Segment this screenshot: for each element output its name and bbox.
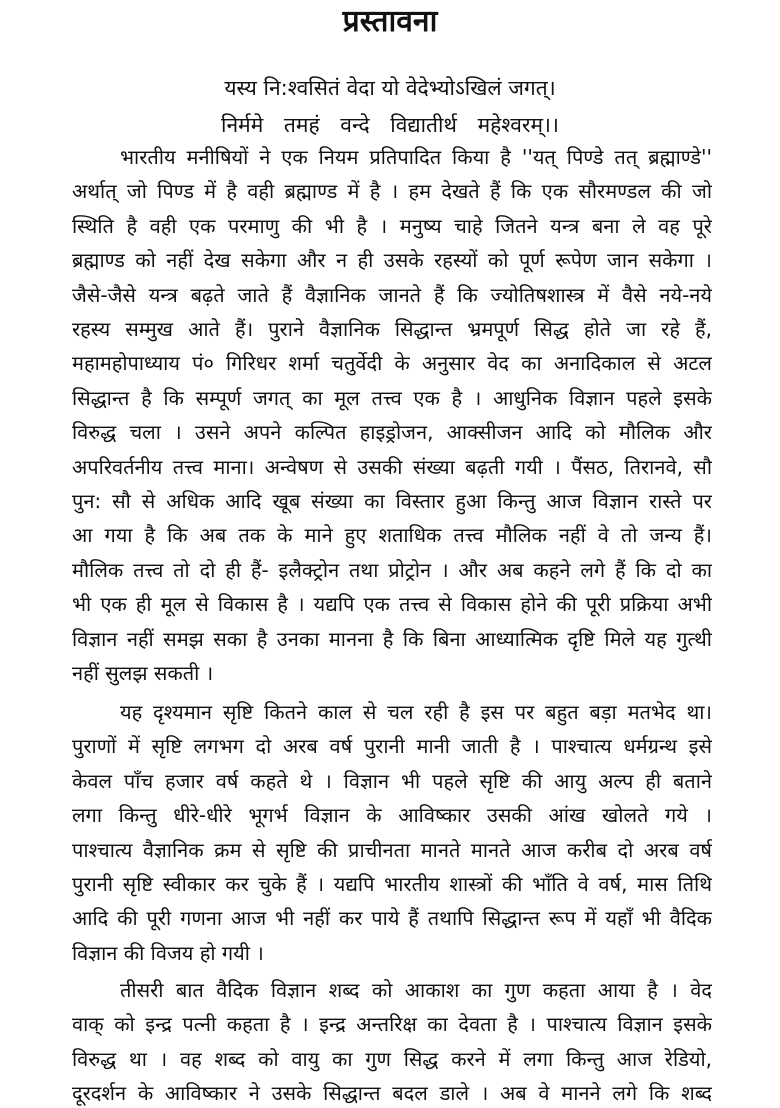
paragraph-3-line: वाक् को इन्द्र पत्नी कहता है । इन्द्र अन्तरिक्ष का देवता है । पाश्चात्य विज्ञान इसके — [72, 1012, 712, 1037]
paragraph-1-line: स्थिति है वही एक परमाणु की भी है । मनुष्य चाहे जितने यन्त्र बना ले वह पूरे — [72, 213, 712, 238]
paragraph-2-line: पाश्चात्य वैज्ञानिक क्रम से सृष्टि की प्राचीनता मानते मानते आज करीब दो अरब वर्ष — [72, 837, 712, 862]
paragraph-1-line: महामहोपाध्याय पं० गिरिधर शर्मा चतुर्वेदी के अनुसार वेद का अनादिकाल से अटल — [72, 351, 712, 376]
page-title: प्रस्तावना — [342, 4, 438, 39]
paragraph-2-line: केवल पाँच हजार वर्ष कहते थे । विज्ञान भी पहले सृष्टि की आयु अल्प ही बताने — [72, 768, 712, 793]
paragraph-1-line: विज्ञान नहीं समझ सका है उनका मानना है कि बिना आध्यात्मिक दृष्टि मिले यह गुत्थी — [72, 626, 712, 651]
paragraph-1-line: पुन: सौ से अधिक आदि खूब संख्या का विस्तार हुआ किन्तु आज विज्ञान रास्ते पर — [72, 489, 712, 513]
paragraph-1-line: भी एक ही मूल से विकास है । यद्यपि एक तत्त्व से विकास होने की पूरी प्रक्रिया अभी — [72, 592, 712, 617]
paragraph-1-line: आ गया है कि अब तक के माने हुए शताधिक तत्त्व मौलिक नहीं वे तो जन्य हैं। — [72, 523, 712, 548]
paragraph-1-line: जैसे-जैसे यन्त्र बढ़ते जाते हैं वैज्ञानिक जानते हैं कि ज्योतिषशास्त्र में वैसे नये-नये — [72, 282, 712, 307]
paragraph-3-line: दूरदर्शन के आविष्कार ने उसके सिद्धान्त बदल डाले । अब वे मानने लगे कि शब्द — [72, 1081, 712, 1106]
verse-line: निर्ममे तमहं वन्दे विद्यातीर्थ महेश्वरम्।। — [221, 113, 559, 137]
paragraph-1-line: ब्रह्माण्ड को नहीं देख सकेगा और न ही उसके रहस्यों को पूर्ण रूपेण जान सकेगा । — [72, 248, 712, 273]
paragraph-3-line: विरुद्ध था । वह शब्द को वायु का गुण सिद्ध करने में लगा किन्तु आज रेडियो, — [72, 1046, 712, 1071]
paragraph-1-line: अर्थात् जो पिण्ड में है वही ब्रह्माण्ड में है । हम देखते हैं कि एक सौरमण्डल की जो — [72, 179, 712, 204]
paragraph-1-line: रहस्य सम्मुख आते हैं। पुराने वैज्ञानिक सिद्धान्त भ्रमपूर्ण सिद्ध होते जा रहे हैं, — [72, 317, 712, 341]
paragraph-1-line: सिद्धान्त है कि सम्पूर्ण जगत् का मूल तत्त्व एक है । आधुनिक विज्ञान पहले इसके — [72, 385, 712, 410]
paragraph-3-line: तीसरी बात वैदिक विज्ञान शब्द को आकाश का गुण कहता आया है । वेद — [120, 978, 712, 1002]
paragraph-2-line: लगा किन्तु धीरे-धीरे भूगर्भ विज्ञान के आविष्कार उसकी आंख खोलते गये । — [72, 803, 712, 828]
paragraph-2-line: पुरानी सृष्टि स्वीकार कर चुके हैं । यद्यपि भारतीय शास्त्रों की भाँति वे वर्ष, मास तिथि — [72, 872, 712, 896]
verse-line: यस्य नि:श्वसितं वेदा यो वेदेभ्योऽखिलं जगत्। — [224, 76, 556, 100]
paragraph-2-line: विज्ञान की विजय हो गयी । — [72, 940, 264, 965]
paragraph-1-line: भारतीय मनीषियों ने एक नियम प्रतिपादित किया है ''यत् पिण्डे तत् ब्रह्माण्डे'' — [120, 145, 712, 169]
paragraph-2-line: यह दृश्यमान सृष्टि कितने काल से चल रही है इस पर बहुत बड़ा मतभेद था। — [120, 700, 712, 724]
paragraph-2-line: पुराणों में सृष्टि लगभग दो अरब वर्ष पुरानी मानी जाती है । पाश्चात्य धर्मग्रन्थ इसे — [72, 734, 712, 759]
paragraph-1-line: विरुद्ध चला । उसने अपने कल्पित हाइड्रोजन, आक्सीजन आदि को मौलिक और — [72, 420, 712, 445]
paragraph-1-line: अपरिवर्तनीय तत्त्व माना। अन्वेषण से उसकी संख्या बढ़ती गयी । पैंसठ, तिरानवे, सौ — [72, 454, 712, 479]
paragraph-1-line: नहीं सुलझ सकती । — [72, 661, 214, 685]
paragraph-2-line: आदि की पूरी गणना आज भी नहीं कर पाये हैं तथापि सिद्धान्त रूप में यहाँ भी वैदिक — [72, 906, 712, 931]
paragraph-1-line: मौलिक तत्त्व तो दो ही हैं- इलैक्ट्रोन तथा प्रोट्रोन । और अब कहने लगे हैं कि दो का — [72, 557, 712, 582]
